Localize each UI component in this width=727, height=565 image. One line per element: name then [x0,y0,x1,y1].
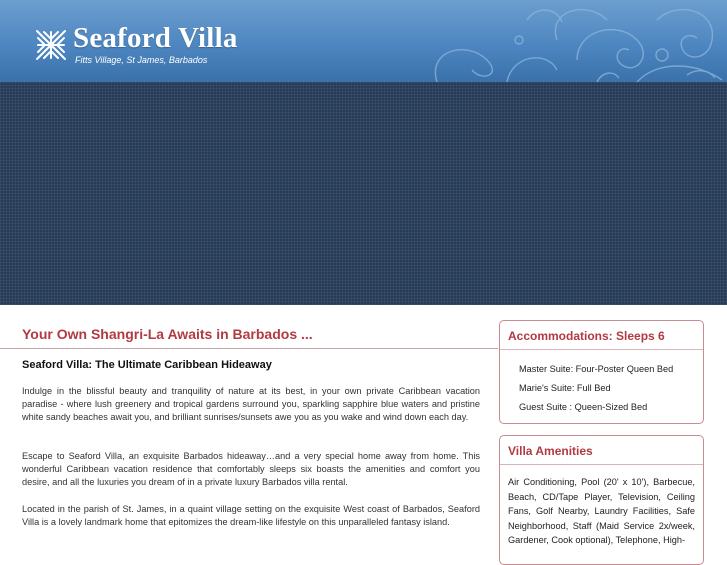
site-title[interactable]: Seaford Villa [73,22,238,54]
accommodations-list [500,350,703,417]
list-item: Master Suite: Four-Poster Queen Bed [519,364,674,374]
amenities-box [499,435,704,565]
site-subtitle: Fitts Village, St James, Barbados [75,55,208,65]
location-paragraph: Located in the parish of St. James, in a quaint village setting on the exquisite West coast of Barbados, Seaford Villa is a lovely landmark home that epitomizes the dream-like lifestyle on this unparalleled fantasy island. [22,504,480,527]
snowflake-logo-icon [34,28,68,62]
amenities-text: Air Conditioning, Pool (20' x 10'), Barbecue, Beach, CD/Tape Player, Television, Ceiling Fans, Golf Nearby, Laundry Facilities, Safe Neighborhood, Staff (Maid Service 2x/week, Gardener, Cook optional), Telephone, High- [508,477,695,545]
list-item: Marie's Suite: Full Bed [519,383,611,393]
main-content [22,318,498,349]
heading-divider [0,348,498,349]
intro-paragraph: Indulge in the blissful beauty and tranquility of nature at its best, in your own private Caribbean vacation paradise - where lush greenery and tropical gardens surround you, sparkling sapphire blue waters and pristine white sandy beaches await you, and brilliant sunrises/sunsets awe you as you wake and wind down each day. [22,386,480,422]
sub-heading: Seaford Villa: The Ultimate Caribbean Hideaway [22,359,272,371]
list-item: Guest Suite : Queen-Sized Bed [519,402,648,412]
escape-paragraph: Escape to Seaford Villa, an exquisite Barbados hideaway…and a very special home away from home. This wonderful Caribbean vacation residence that comfortably sleeps six boasts the amenities and comfort you desire, and all the luxuries you dream of in a private luxury Barbados villa rental. [22,451,480,487]
site-header [0,0,727,82]
accommodations-box [499,320,704,424]
accommodations-title: Accommodations: Sleeps 6 [508,329,665,343]
amenities-title: Villa Amenities [508,444,593,458]
decorative-swirl-icon [257,0,727,82]
hero-banner [0,82,727,305]
main-heading: Your Own Shangri-La Awaits in Barbados ... [22,326,313,342]
